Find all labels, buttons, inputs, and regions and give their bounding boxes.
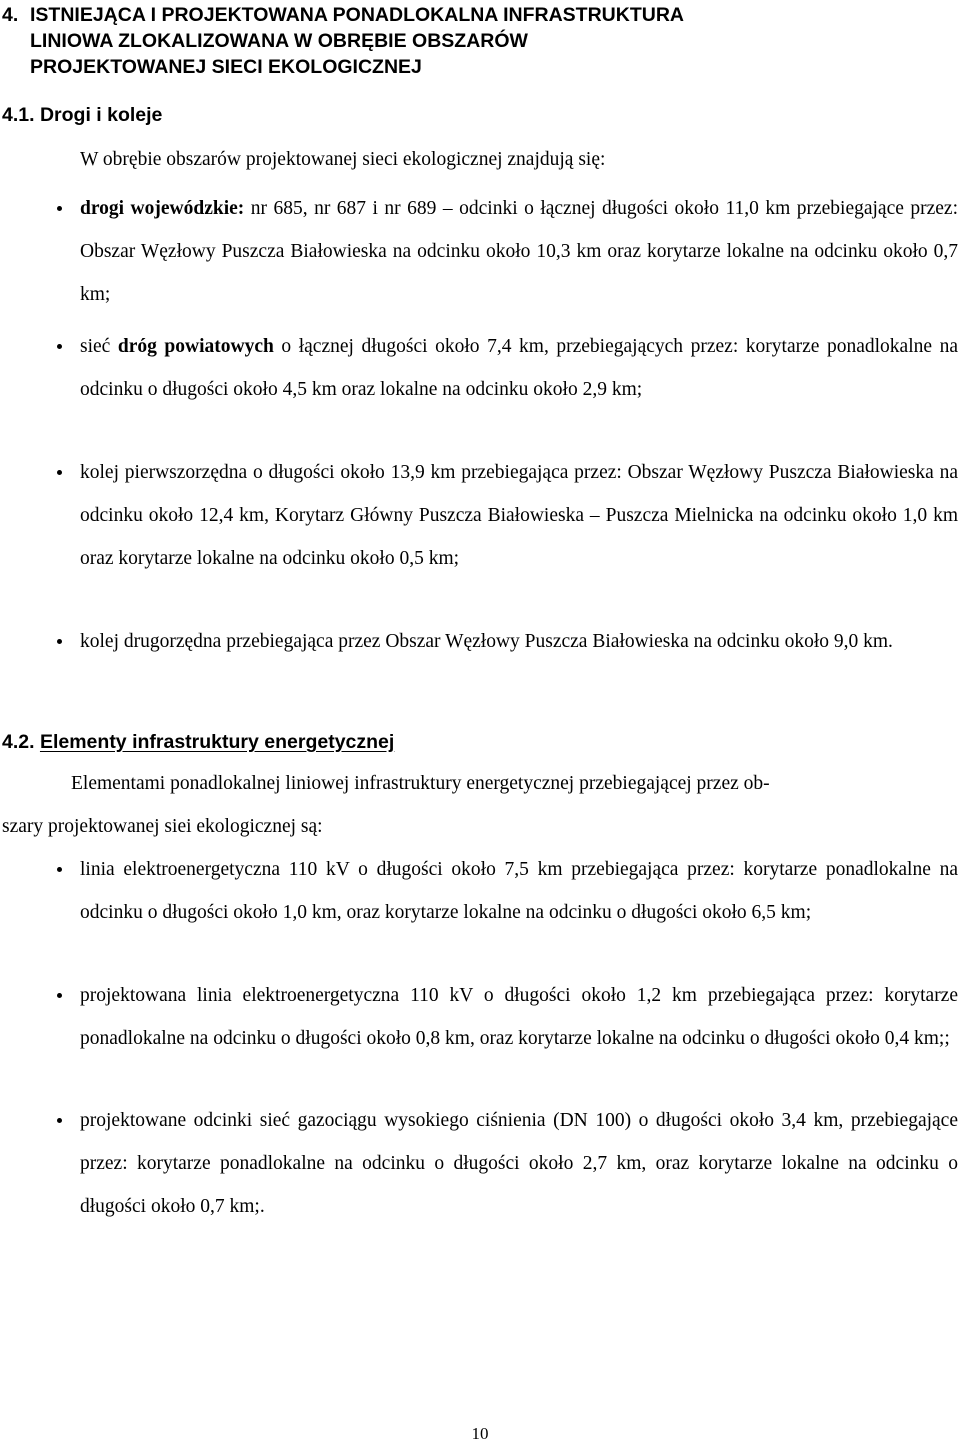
section-title-text: Elementy infrastruktury energetycznej <box>39 731 395 753</box>
section-4-1-intro: W obrębie obszarów projektowanej sieci ekologicznej znajdują się: <box>80 149 606 170</box>
chapter-title-line-3: PROJEKTOWANEJ SIECI EKOLOGICZNEJ <box>30 56 422 78</box>
list-item-text: projektowana linia elektroenergetyczna 110 kV o długości około 1,2 km przebiegająca przez: korytarze ponadlokalne na odcinku o długości około 0,8 km, oraz korytarze lokalne na odcinku o długości około 0,4 km;; <box>80 985 958 1049</box>
section-4-2-intro-line-2: szary projektowanej siei ekologicznej są: <box>2 816 323 837</box>
section-number: 4.1. <box>2 104 35 126</box>
list-item-text: drogi wojewódzkie: nr 685, nr 687 i nr 689 – odcinki o łącznej długości około 11,0 km przebiegające przez: Obszar Węzłowy Puszcza Białowieska na odcinku około 10,3 km oraz korytarze lokalne na odcinku około 0,7 km; <box>80 198 959 305</box>
chapter-title <box>2 2 942 80</box>
bullet-icon <box>57 470 62 475</box>
section-4-2-intro-line-1: Elementami ponadlokalnej liniowej infrastruktury energetycznej przebiegającej przez ob- <box>71 773 770 794</box>
bullet-icon <box>57 1118 62 1123</box>
list-item-text: kolej pierwszorzędna o długości około 13,9 km przebiegająca przez: Obszar Węzłowy Puszcza Białowieska na odcinku około 12,4 km, Korytarz Główny Puszcza Białowieska – Puszcza Mielnicka na odcinku około 1,0 km oraz korytarze lokalne na odcinku około 0,5 km; <box>80 462 958 569</box>
section-4-2-heading <box>2 729 394 755</box>
bullet-icon <box>57 993 62 998</box>
bullet-icon <box>57 867 62 872</box>
list-item-text: kolej drugorzędna przebiegająca przez Obszar Węzłowy Puszcza Białowieska na odcinku około 9,0 km. <box>80 631 893 652</box>
section-title-text: Drogi i koleje <box>39 104 163 126</box>
chapter-number: 4. <box>2 4 19 26</box>
section-number: 4.2. <box>2 731 35 753</box>
list-item-text: sieć dróg powiatowych o łącznej długości około 7,4 km, przebiegających przez: korytarze ponadlokalne na odcinku o długości około 4,5 km oraz lokalne na odcinku około 2,9 km; <box>80 336 958 400</box>
bullet-icon <box>57 344 62 349</box>
section-4-1-heading <box>2 102 162 128</box>
page-number: 10 <box>471 1424 489 1443</box>
bullet-icon <box>57 206 62 211</box>
list-item-text: linia elektroenergetyczna 110 kV o długości około 7,5 km przebiegająca przez: korytarze ponadlokalne na odcinku o długości około 1,0 km, oraz korytarze lokalne na odcinku o długości około 6,5 km; <box>80 859 958 923</box>
chapter-title-line-1: 4. ISTNIEJĄCA I PROJEKTOWANA PONADLOKALNA INFRASTRUKTURA <box>2 4 684 26</box>
bullet-icon <box>57 639 62 644</box>
list-item-text: projektowane odcinki sieć gazociągu wysokiego ciśnienia (DN 100) o długości około 3,4 km, przebiegające przez: korytarze ponadlokalne na odcinku o długości około 2,7 km, oraz korytarze lokalne na odcinku o długości około 0,7 km;. <box>80 1110 958 1217</box>
chapter-title-line-2: LINIOWA ZLOKALIZOWANA W OBRĘBIE OBSZARÓW <box>30 30 528 52</box>
